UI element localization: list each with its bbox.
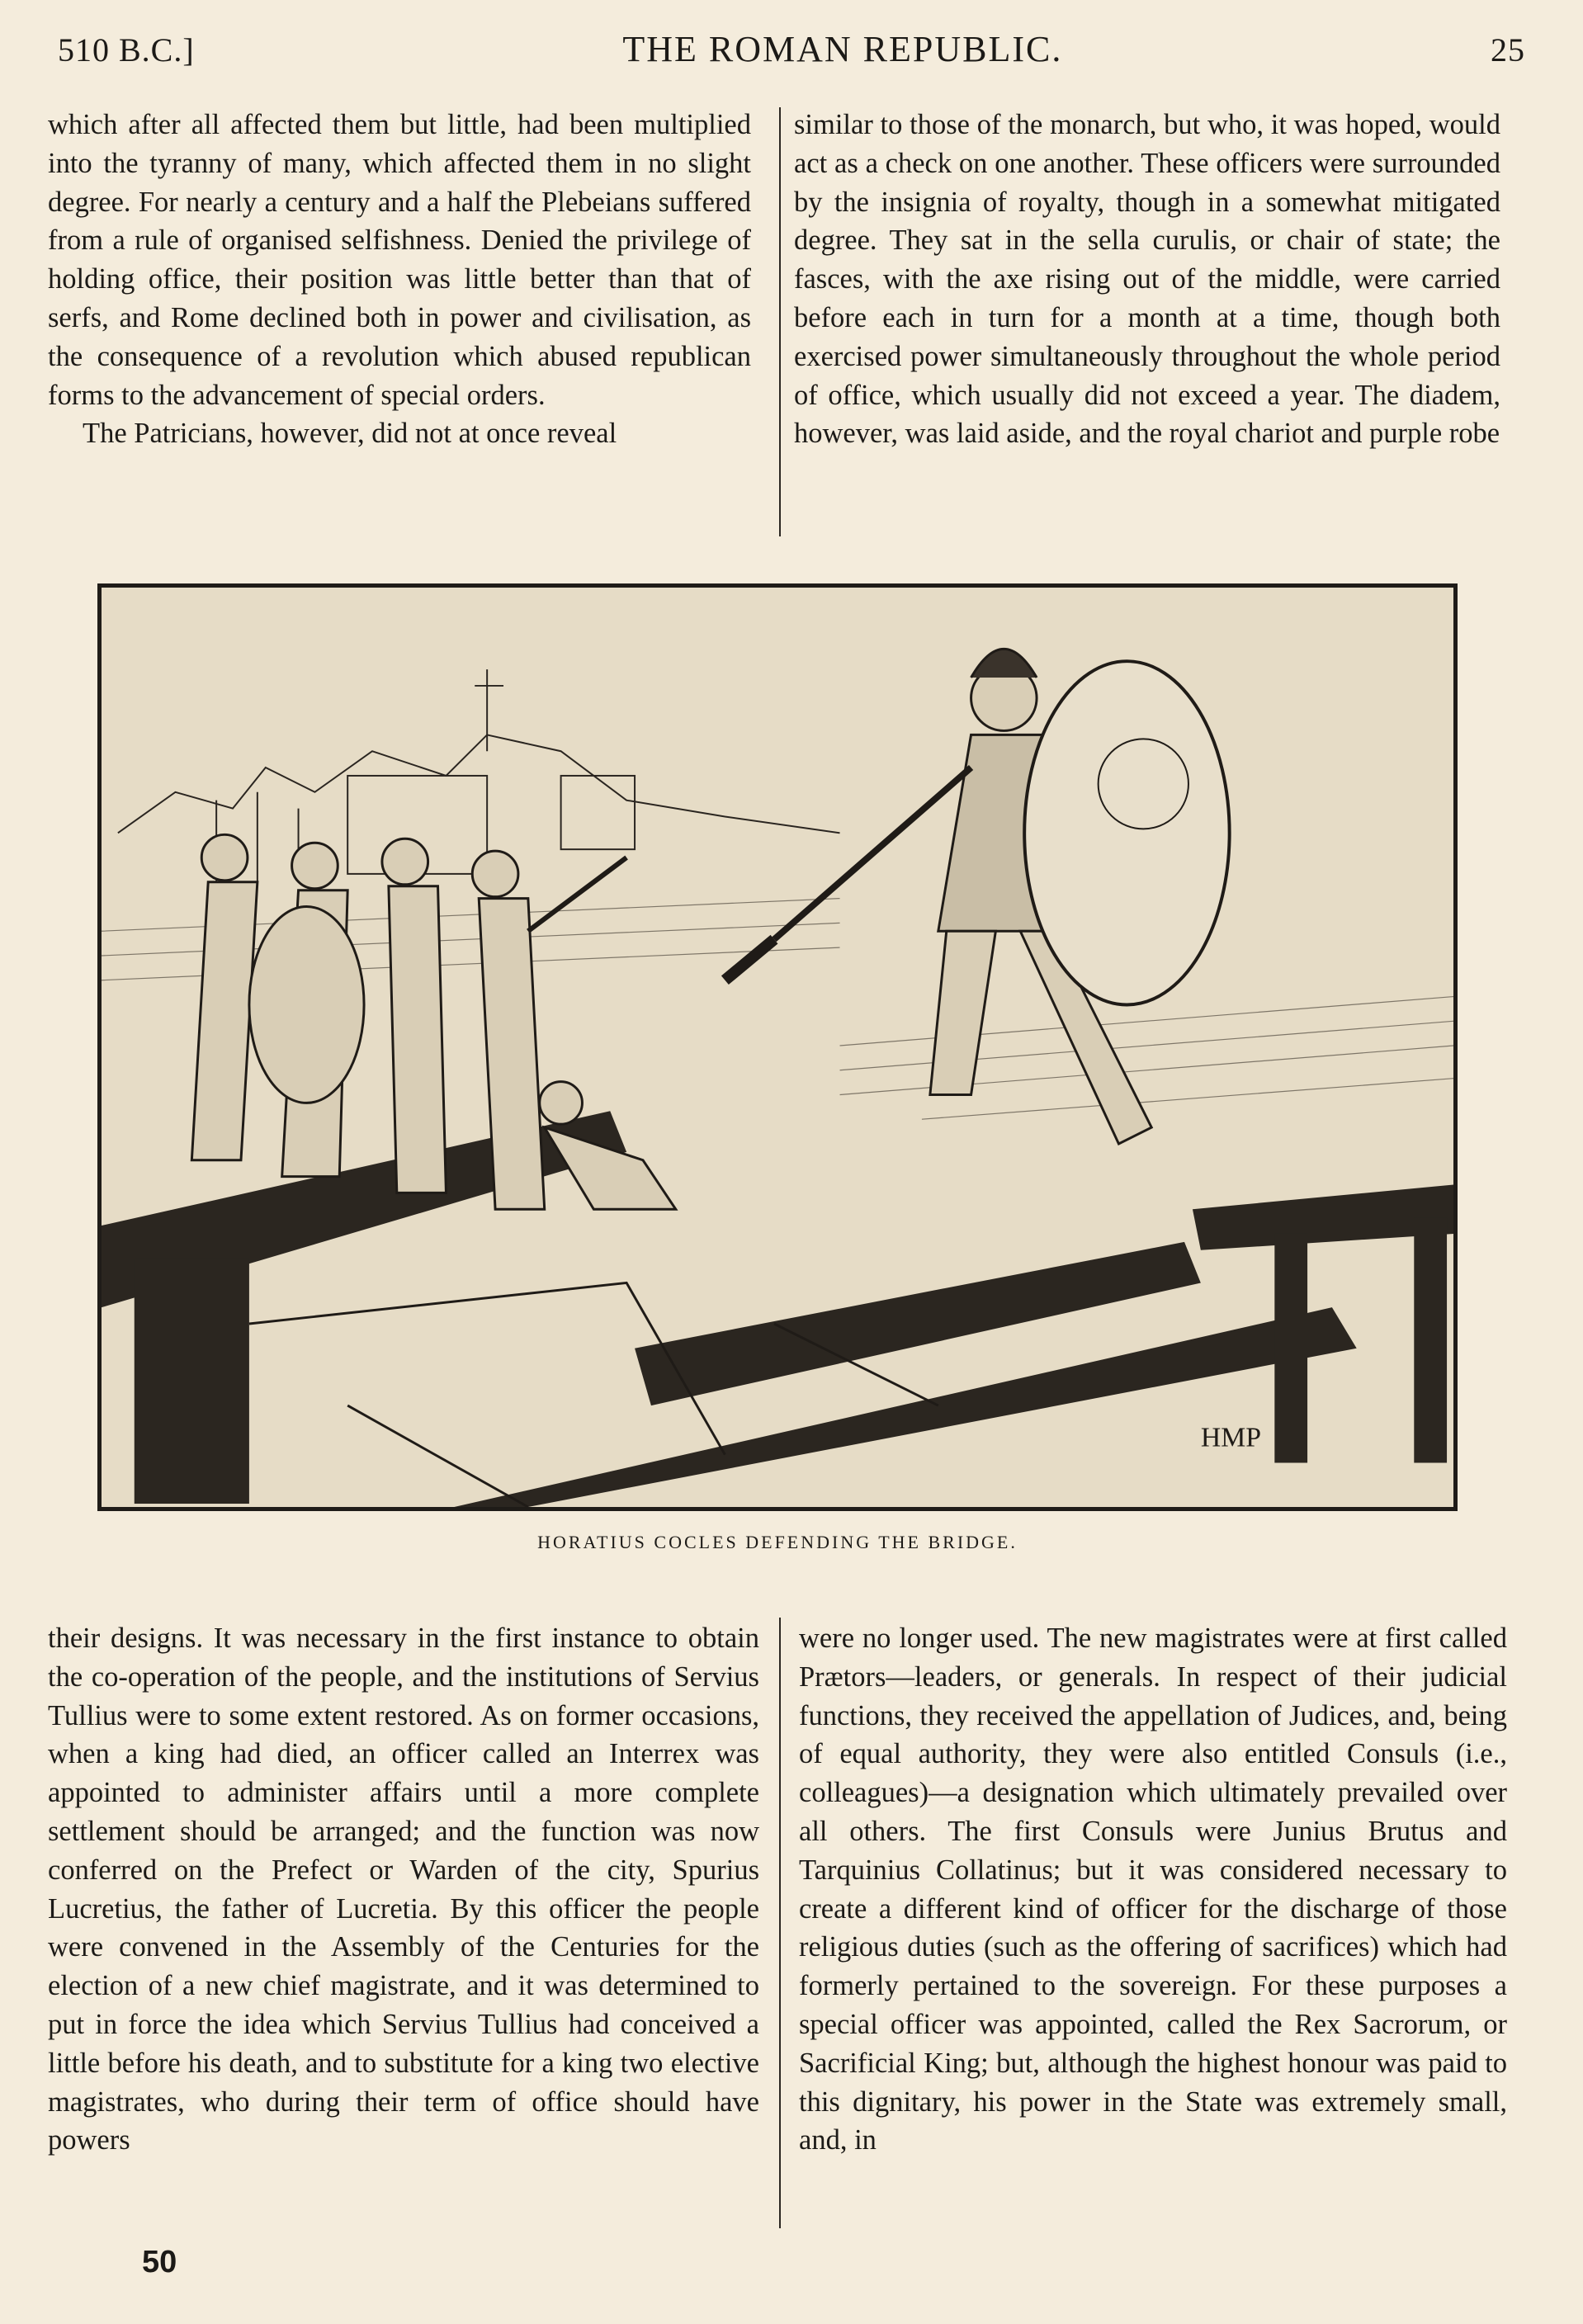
paragraph: The Patricians, however, did not at once reveal [83,418,617,450]
illustration-drawing [102,588,1453,1507]
paragraph: which after all affected them but little, had been multiplied into the tyranny of many, which affected them in no slight degree. For nearly a century and a half the Plebeians suffered from a rule of organised selfishness. Denied the privilege of holding office, their position was little better than that of serfs, and Rome declined both in power and civilisation, as the consequence of a revolution which abused republican forms to the advancement of special orders. [48,109,751,411]
header-page-number: 25 [1491,31,1525,68]
top-left-column [48,106,751,453]
bottom-right-column [799,1619,1507,2160]
running-head [58,28,1525,78]
figure-caption: HORATIUS COCLES DEFENDING THE BRIDGE. [537,1532,1018,1552]
column-rule [779,1618,781,2228]
illustration [97,583,1458,1511]
folio-number: 50 [142,2245,177,2279]
header-date: 510 B.C.] [58,31,195,68]
paragraph: their designs. It was necessary in the first instance to obtain the co-operation of the people, and the institutions of Servius Tullius were to some extent restored. As on former occasions, when a king had died, an officer called an Interrex was appointed to administer affairs until a more complete settlement should be arranged; and the function was now conferred on the Prefect or Warden of the city, Spurius Lucretius, the father of Lucretia. By this officer the people were convened in the Assembly of the Centuries for the election of a new chief magistrate, and it was determined to put in force the idea which Servius Tullius had conceived a little before his death, and to substitute for a king two elective magistrates, who during their term of office should have powers [48,1623,759,2156]
paragraph: were no longer used. The new magistrates were at first called Prætors—leaders, or generals. In respect of their judicial functions, they received the appellation of Judices, and, being of equal authority, they were also entitled Consuls (i.e., colleagues)—a designation which ultimately prevailed over all others. The first Consuls were Junius Brutus and Tarquinius Collatinus; but it was considered necessary to create a different kind of officer for the discharge of those religious duties (such as the offering of sacrifices) which had formerly pertained to the sovereign. For these purposes a special officer was appointed, called the Rex Sacrorum, or Sacrificial King; but, although the highest honour was paid to this dignitary, his power in the State was extremely small, and, in [799,1623,1507,2156]
paragraph: similar to those of the monarch, but who, it was hoped, would act as a check on one another. These officers were surrounded by the insignia of royalty, though in a somewhat mitigated degree. They sat in the sella curulis, or chair of state; the fasces, with the axe rising out of the middle, were carried before each in turn for a month at a time, though both exercised power simultaneously throughout the whole period of office, which usually did not exceed a year. The diadem, however, was laid aside, and the royal chariot and purple robe [794,109,1500,450]
column-rule [779,107,781,536]
artist-signature: HMP [1200,1422,1262,1453]
header-title: THE ROMAN REPUBLIC. [622,29,1063,69]
bottom-left-column [48,1619,759,2160]
top-right-column [794,106,1500,453]
